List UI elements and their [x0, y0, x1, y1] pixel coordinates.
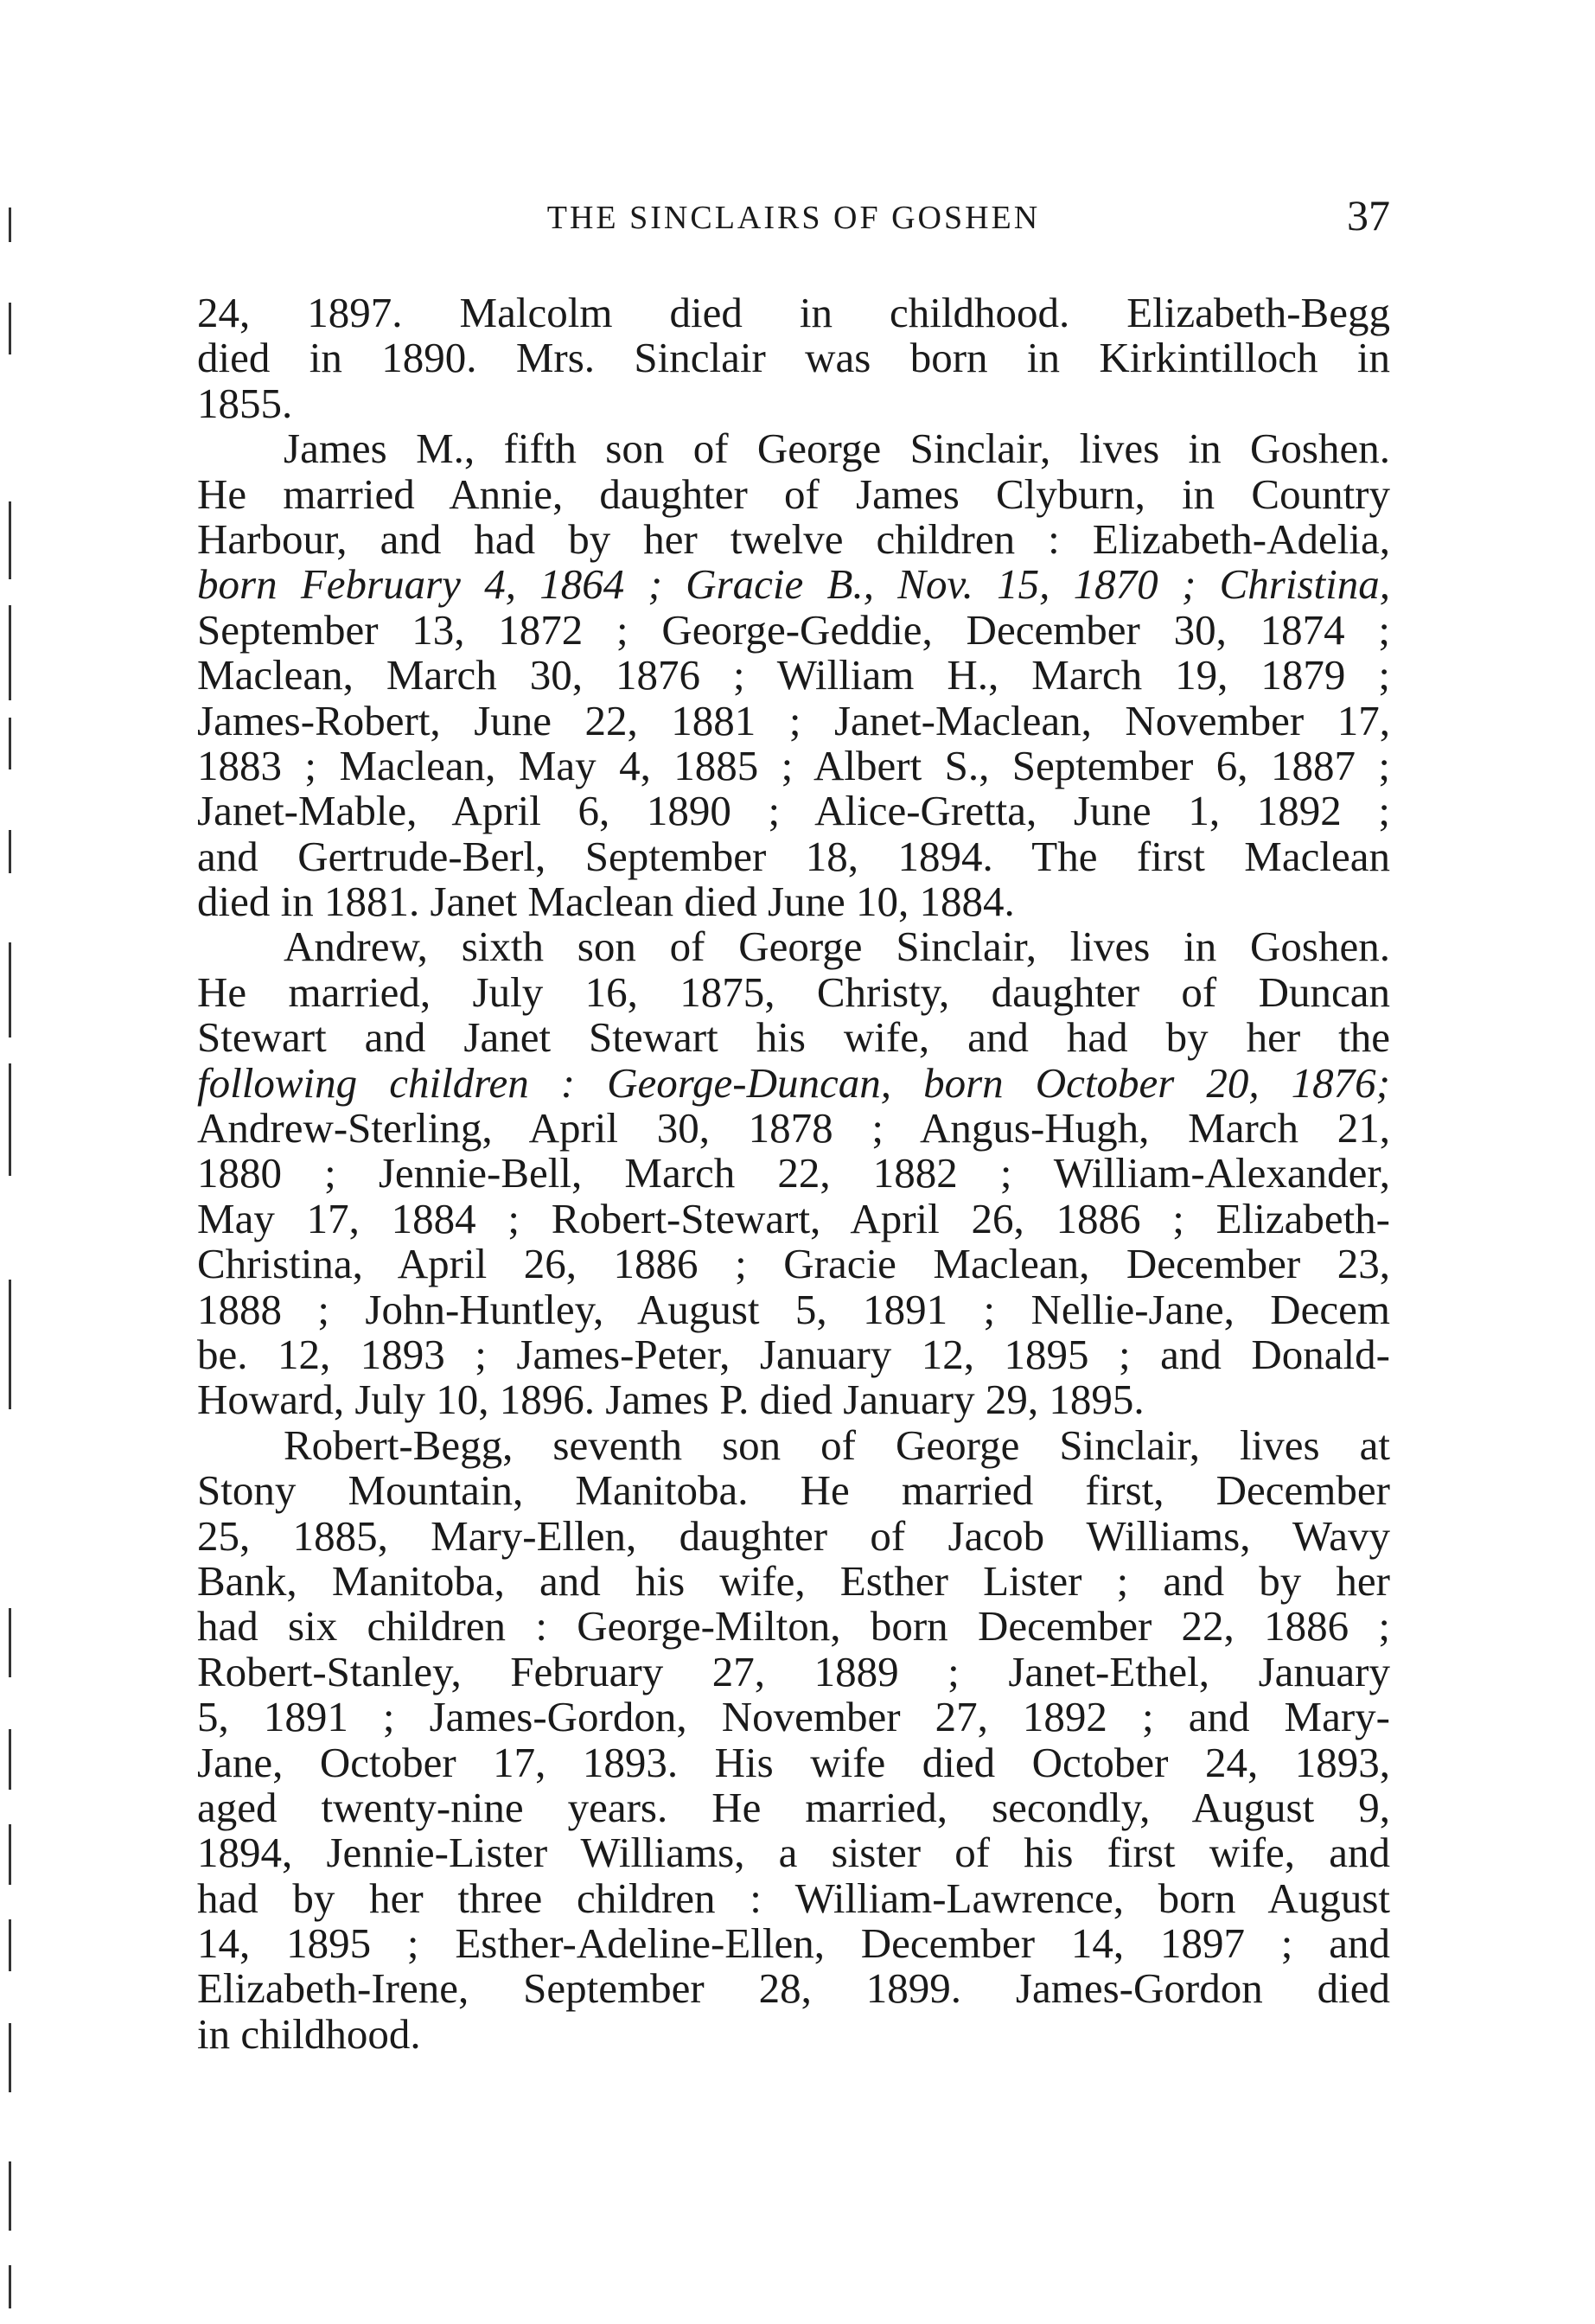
text-line: in childhood. [197, 2009, 421, 2058]
text-line: 1880 ; Jennie-Bell, March 22, 1882 ; William-Alexander, [197, 1149, 1390, 1197]
scan-margin-mark [9, 208, 11, 242]
scan-margin-mark [9, 942, 11, 1038]
scan-margin-mark [9, 1919, 11, 1971]
text-line: 14, 1895 ; Esther-Adeline-Ellen, December 14, 1897 ; and [197, 1919, 1390, 1968]
scan-margin-mark [9, 830, 11, 873]
running-head: THE SINCLAIRS OF GOSHEN [546, 200, 1041, 236]
text-line: James-Robert, June 22, 1881 ; Janet-Maclean, November 17, [197, 696, 1390, 744]
scan-margin-mark [9, 1729, 11, 1790]
text-line: died in 1881. Janet Maclean died June 10, 1884. [197, 878, 1015, 926]
text-line: Harbour, and had by her twelve children : Elizabeth-Adelia, [197, 514, 1390, 563]
text-line: James M., fifth son of George Sinclair, lives in Goshen. [284, 425, 1390, 473]
text-line: May 17, 1884 ; Robert-Stewart, April 26, 1886 ; Elizabeth- [197, 1194, 1390, 1242]
text-line: 25, 1885, Mary-Ellen, daughter of Jacob Williams, Wavy [197, 1511, 1390, 1560]
text-line: He married, July 16, 1875, Christy, daughter of Duncan [197, 967, 1390, 1016]
scan-margin-mark [9, 2265, 11, 2308]
scan-margin-mark [9, 2023, 11, 2092]
text-line: Stewart and Janet Stewart his wife, and had by her the [197, 1013, 1390, 1062]
text-line: and Gertrude-Berl, September 18, 1894. The first Maclean [197, 832, 1390, 880]
text-line: 1855. [197, 379, 293, 427]
scan-margin-mark [9, 501, 11, 579]
text-line: Howard, July 10, 1896. James P. died January 29, 1895. [197, 1376, 1145, 1424]
text-line: had six children : George-Milton, born December 22, 1886 ; [197, 1602, 1390, 1650]
text-line: 1883 ; Maclean, May 4, 1885 ; Albert S., September 6, 1887 ; [197, 741, 1390, 789]
text-line: Christina, April 26, 1886 ; Gracie Maclean, December 23, [197, 1240, 1390, 1288]
text-line: aged twenty-nine years. He married, secondly, August 9, [197, 1783, 1390, 1831]
text-line: September 13, 1872 ; George-Geddie, December 30, 1874 ; [197, 605, 1390, 654]
text-line: had by her three children : William-Lawrence, born August [197, 1874, 1390, 1922]
text-line: 1894, Jennie-Lister Williams, a sister of his first wife, and [197, 1829, 1390, 1877]
text-line: Jane, October 17, 1893. His wife died October 24, 1893, [197, 1738, 1390, 1786]
text-line: 5, 1891 ; James-Gordon, November 27, 1892 ; and Mary- [197, 1693, 1390, 1741]
text-line: Elizabeth-Irene, September 28, 1899. James-Gordon died [197, 1964, 1390, 2013]
text-line: Robert-Begg, seventh son of George Sinclair, lives at [284, 1421, 1390, 1469]
text-line: Robert-Stanley, February 27, 1889 ; Janet-Ethel, January [197, 1647, 1390, 1695]
scan-margin-mark [9, 1608, 11, 1677]
scan-margin-mark [9, 1280, 11, 1409]
text-line: following children : George-Duncan, born October 20, 1876; [197, 1058, 1390, 1107]
text-line: Janet-Mable, April 6, 1890 ; Alice-Gretta, June 1, 1892 ; [197, 787, 1390, 835]
page-header [197, 190, 1390, 251]
scan-margin-mark [9, 605, 11, 700]
text-line: Maclean, March 30, 1876 ; William H., March 19, 1879 ; [197, 651, 1390, 699]
scan-margin-mark [9, 718, 11, 769]
text-line: 24, 1897. Malcolm died in childhood. Elizabeth-Begg [197, 289, 1390, 336]
text-line: Bank, Manitoba, and his wife, Esther Lister ; and by her [197, 1556, 1390, 1605]
text-line: be. 12, 1893 ; James-Peter, January 12, 1895 ; and Donald- [197, 1330, 1390, 1378]
text-line: Stony Mountain, Manitoba. He married first, December [197, 1466, 1390, 1515]
text-line: born February 4, 1864 ; Gracie B., Nov. 15, 1870 ; Christina, [197, 560, 1390, 609]
scan-margin-mark [9, 303, 11, 354]
scan-margin-mark [9, 1063, 11, 1176]
text-line: Andrew, sixth son of George Sinclair, lives in Goshen. [284, 923, 1390, 971]
text-line: He married Annie, daughter of James Clyburn, in Country [197, 469, 1390, 518]
page-number: 37 [1347, 191, 1390, 239]
text-line: 1888 ; John-Huntley, August 5, 1891 ; Nellie-Jane, Decem [197, 1285, 1390, 1333]
text-line: died in 1890. Mrs. Sinclair was born in Kirkintilloch in [197, 334, 1390, 382]
body-text [197, 290, 1390, 2057]
scan-margin-mark [9, 1824, 11, 1885]
text-line: Andrew-Sterling, April 30, 1878 ; Angus-Hugh, March 21, [197, 1104, 1390, 1152]
scan-margin-mark [9, 2161, 11, 2231]
